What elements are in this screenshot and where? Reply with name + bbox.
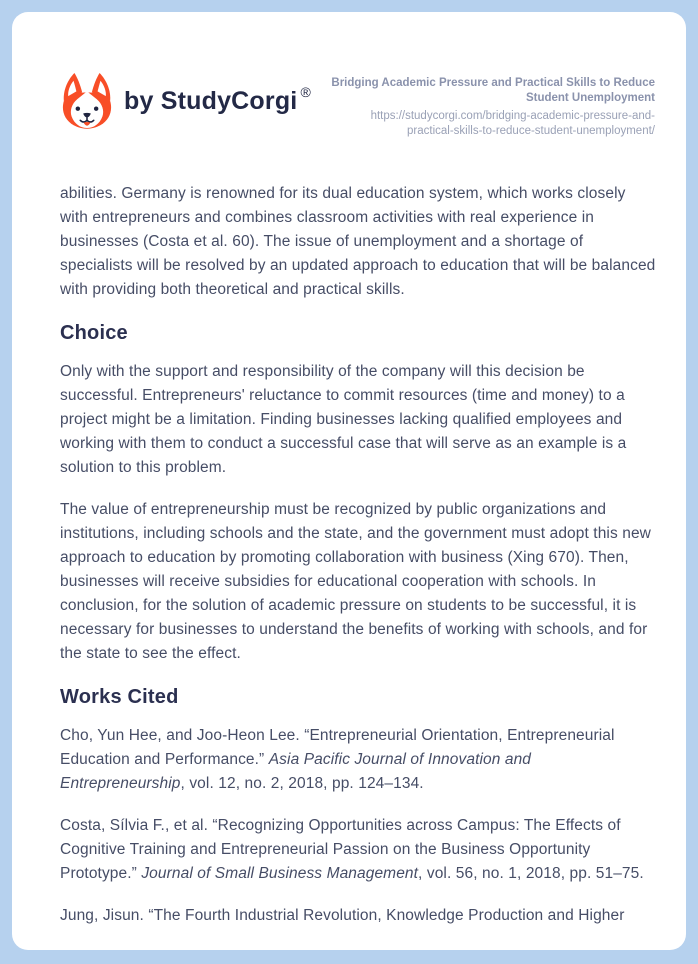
citation-text: , vol. 12, no. 2, 2018, pp. 124–134. (180, 775, 424, 792)
section-heading-works-cited: Works Cited (60, 686, 179, 708)
intro-paragraph: abilities. Germany is renowned for its dual education system, which works closely with entrepreneurs and combines classroom activities with real experience in businesses (Costa et al. 60). The issue of unemployment and a shortage of specialists will be resolved by an updated approach to education that will be balanced with providing both theoretical and practical skills. (60, 185, 656, 298)
citation (60, 814, 656, 886)
corgi-logo-icon (60, 72, 114, 130)
paragraph: The value of entrepreneurship must be recognized by public organizations and institutions, including schools and the state, and the government must adopt this new approach to education by promoting collaboration with business (Xing 670). Then, businesses will receive subsidies for educational cooperation with schools. In conclusion, for the solution of academic pressure on students to be successful, it is necessary for businesses to understand the benefits of working with schools, and for the state to see the effect. (60, 501, 651, 662)
paragraph: Only with the support and responsibility of the company will this decision be successful. Entrepreneurs' reluctance to commit resources (time and money) to a project might be a limitation. Finding businesses lacking qualified employees and working with them to conduct a successful case that will serve as an example is a solution to this problem. (60, 363, 627, 476)
registered-trademark: ® (300, 84, 311, 100)
document-body (60, 182, 656, 928)
citation (60, 904, 656, 928)
document-url: https://studycorgi.com/bridging-academic-pressure-and-practical-skills-to-reduce-student-unemployment/ (370, 110, 655, 137)
citation-journal: Journal of Small Business Management (141, 865, 419, 882)
studycorgi-brand (60, 72, 311, 130)
document-meta (325, 72, 655, 138)
citation-text: Cho, Yun Hee, and Joo-Heon Lee. “Entrepreneurial Orientation, Entrepreneurial Education and Performance.” (60, 727, 615, 768)
brand-name: by StudyCorgi (124, 86, 298, 115)
citation-journal: Asia Pacific Journal of Innovation and Entrepreneurship (60, 751, 532, 792)
citation (60, 724, 656, 796)
document-page (12, 12, 686, 950)
document-header (60, 72, 655, 138)
section-heading-choice: Choice (60, 322, 128, 344)
document-title: Bridging Academic Pressure and Practical Skills to Reduce Student Unemployment (331, 77, 655, 104)
citation-text: Jung, Jisun. “The Fourth Industrial Revolution, Knowledge Production and Higher (60, 907, 625, 924)
citation-text: , vol. 56, no. 1, 2018, pp. 51–75. (418, 865, 644, 882)
citation-text: Costa, Sílvia F., et al. “Recognizing Opportunities across Campus: The Effects of Cognitive Training and Entrepreneurial Passion on the Business Opportunity Prototype.” (60, 817, 621, 882)
